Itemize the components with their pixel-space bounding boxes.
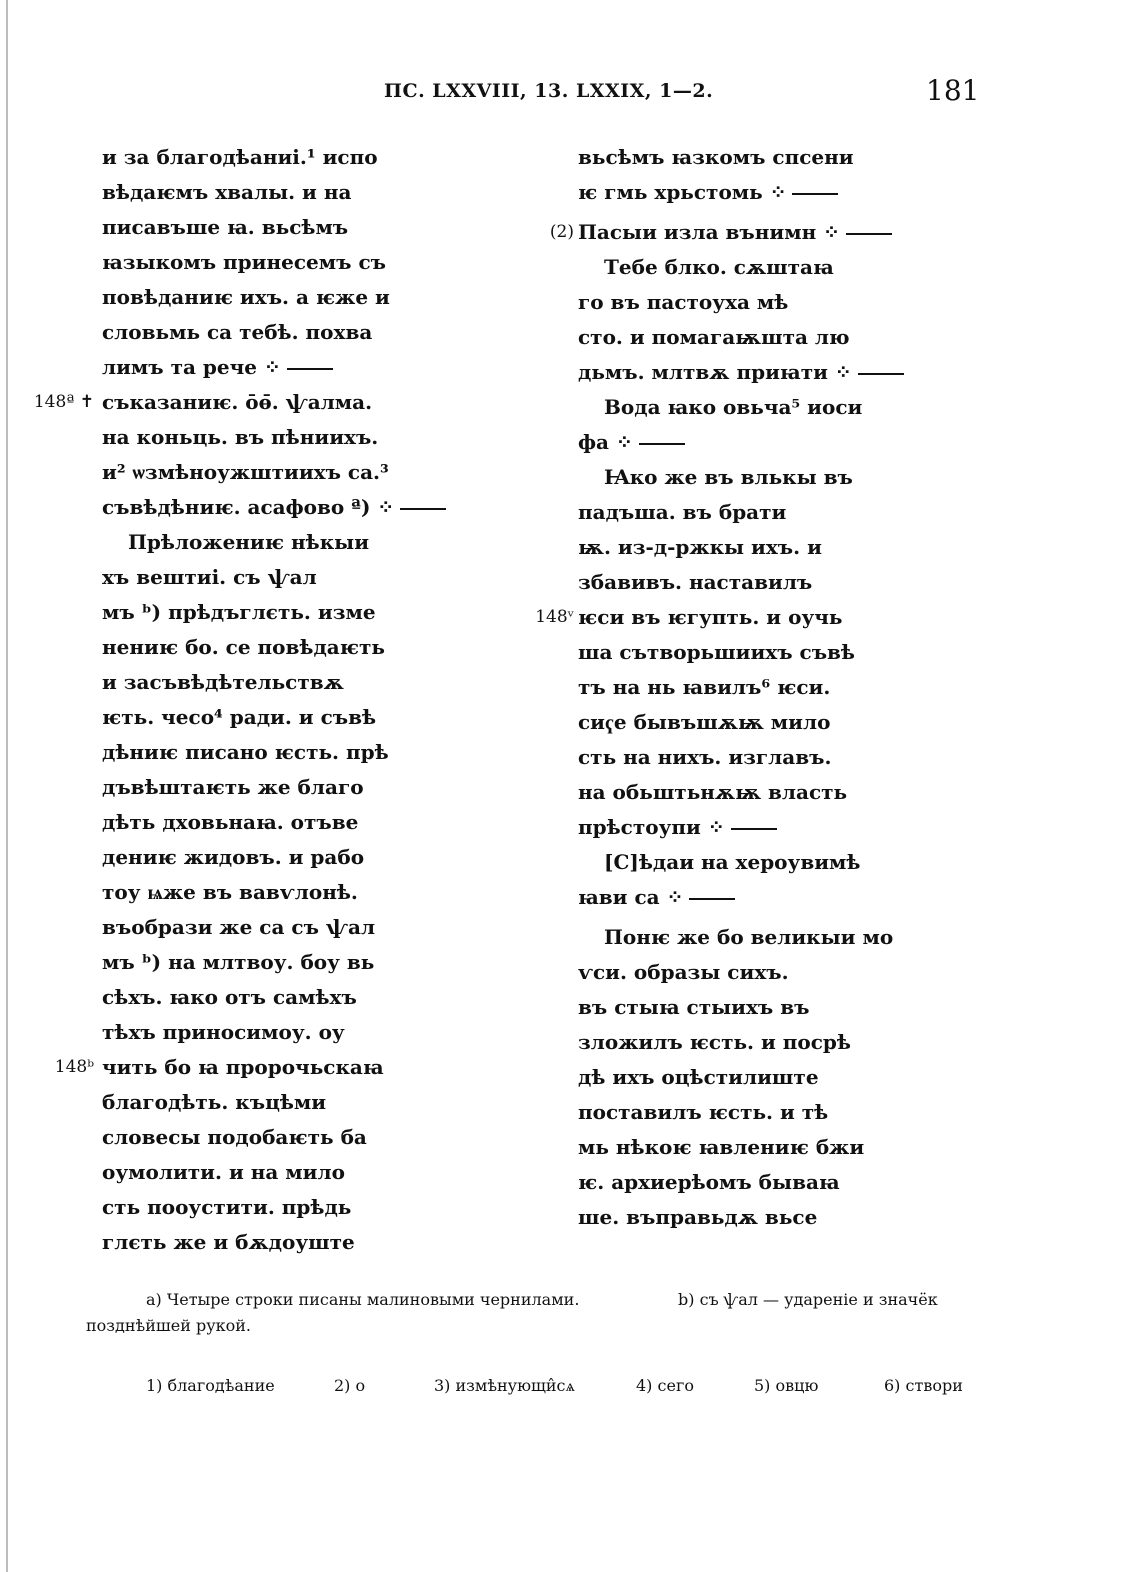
line-text: ше. въправьдѫ вьсе	[578, 1205, 818, 1229]
line-text: мь нѣкоѥ ꙗвлениѥ бжи	[578, 1135, 865, 1159]
line-text: [С]ѣдаи на хероувимѣ	[604, 850, 861, 874]
text-line	[578, 1200, 998, 1235]
text-line	[102, 910, 502, 945]
text-line	[578, 845, 998, 880]
line-text: нениѥ бо. се повѣдаѥть	[102, 635, 385, 659]
line-text: въобрази же са съ ѱал	[102, 915, 376, 939]
text-line	[102, 595, 502, 630]
line-text: тъ на нь ꙗвилъ⁶ ѥси.	[578, 675, 831, 699]
footnote-a: а) Четыре строки писаны малиновыми чернилами.	[146, 1290, 580, 1309]
line-text: фа ⁘	[578, 430, 633, 454]
text-line	[578, 705, 998, 740]
text-line	[102, 1015, 502, 1050]
text-line	[102, 455, 502, 490]
line-text: писавъше ꙗ. вьсѣмъ	[102, 215, 349, 239]
margin-note: 148ᵇ	[54, 1057, 94, 1077]
text-line	[102, 735, 502, 770]
variant-reading: 1) благодѣание	[146, 1376, 275, 1395]
text-line	[578, 740, 998, 775]
text-line	[578, 460, 998, 495]
page-number: 181	[926, 74, 980, 107]
text-line	[549, 215, 998, 250]
line-text: Тебе блко. сѫштаꙗ	[604, 255, 834, 279]
line-text: вьсѣмъ ꙗзкомъ спсени	[578, 145, 854, 169]
line-text: на коньць. въ пѣниихъ.	[102, 425, 379, 449]
text-line	[578, 810, 998, 845]
line-text: ꙗзыкомъ принесемъ съ	[102, 250, 386, 274]
variant-reading: 6) створи	[884, 1376, 963, 1395]
text-line	[578, 955, 998, 990]
line-text: и за благодѣаниі.¹ испо	[102, 145, 378, 169]
text-line	[102, 350, 502, 385]
text-line	[102, 980, 502, 1015]
line-text: Понѥ же бо великыи мо	[604, 925, 894, 949]
text-line	[578, 1130, 998, 1165]
variant-reading: 3) измѣнующи̂сѧ	[434, 1376, 575, 1395]
text-line	[102, 315, 502, 350]
line-text: въ стыꙗ стыихъ въ	[578, 995, 810, 1019]
line-text: дъвѣштаѥть же благо	[102, 775, 364, 799]
line-text: Ꙗко же въ влькы въ	[604, 465, 853, 489]
text-line	[102, 1155, 502, 1190]
text-line	[578, 920, 998, 955]
line-text: съказаниѥ. о̄ѳ̄. ѱалма.	[102, 390, 373, 414]
line-text: съвѣдѣниѥ. асафово ª) ⁘	[102, 495, 395, 519]
footnote-a-continuation: позднѣйшей рукой.	[86, 1316, 251, 1335]
line-text: глєть же и бѫдоуште	[102, 1230, 355, 1254]
text-line	[102, 630, 502, 665]
line-text: го въ пастоуха мѣ	[578, 290, 789, 314]
line-text: мъ ᵇ) прѣдъглєть. изме	[102, 600, 376, 624]
text-line	[578, 880, 998, 915]
line-text: сиҁе бывъшѫѭ мило	[578, 710, 831, 734]
margin-note: (2)	[549, 222, 574, 242]
line-text: словесы подобаѥть ба	[102, 1125, 367, 1149]
text-line	[102, 700, 502, 735]
line-text: мъ ᵇ) на млтвоу. боу вь	[102, 950, 375, 974]
text-line	[578, 390, 998, 425]
line-text: лимъ та рече ⁘	[102, 355, 281, 379]
line-text: вѣдаѥмъ хвалы. и на	[102, 180, 352, 204]
line-text: дѣть дховьнаꙗ. отъве	[102, 810, 359, 834]
text-line	[102, 490, 502, 525]
line-text: ѭ. из-д-ржкы ихъ. и	[578, 535, 822, 559]
line-text: оумолити. и на мило	[102, 1160, 345, 1184]
line-text: ѥть. чесо⁴ ради. и съвѣ	[102, 705, 377, 729]
end-rule	[287, 368, 333, 370]
end-rule	[731, 828, 777, 830]
text-line	[578, 425, 998, 460]
line-text: ꙗви са ⁘	[578, 885, 684, 909]
text-line	[102, 420, 502, 455]
text-line	[54, 1050, 502, 1085]
line-text: ѥ гмь хрьстомь ⁘	[578, 180, 787, 204]
line-text: и засъвѣдѣтельствѫ	[102, 670, 344, 694]
text-line	[102, 140, 502, 175]
text-line	[578, 670, 998, 705]
line-text: Вода ꙗко овьча⁵ иоси	[604, 395, 863, 419]
line-text: Пасыи изла вънимн ⁘	[578, 220, 840, 244]
text-line	[102, 945, 502, 980]
text-line	[578, 250, 998, 285]
text-line	[578, 355, 998, 390]
end-rule	[689, 898, 735, 900]
end-rule	[792, 193, 838, 195]
end-rule	[846, 233, 892, 235]
running-title: ПС. LXXVIII, 13. LXXIX, 1—2.	[384, 80, 714, 102]
text-line	[102, 175, 502, 210]
text-line	[102, 665, 502, 700]
line-text: прѣстоупи ⁘	[578, 815, 725, 839]
text-line	[102, 245, 502, 280]
text-line	[578, 1025, 998, 1060]
line-text: сть на нихъ. изглавъ.	[578, 745, 832, 769]
text-line	[102, 1085, 502, 1120]
end-rule	[639, 443, 685, 445]
line-text: ша сътворьшиихъ съвѣ	[578, 640, 855, 664]
text-line	[578, 1095, 998, 1130]
line-text: дѣниѥ писано ѥсть. прѣ	[102, 740, 389, 764]
text-line	[102, 560, 502, 595]
page-edge-line	[6, 0, 8, 1572]
line-text: зложилъ ѥсть. и посрѣ	[578, 1030, 851, 1054]
line-text: благодѣть. къцѣми	[102, 1090, 327, 1114]
text-line	[578, 320, 998, 355]
end-rule	[858, 373, 904, 375]
text-line	[578, 1165, 998, 1200]
text-line	[102, 1190, 502, 1225]
text-line	[102, 805, 502, 840]
variant-reading: 5) овцю	[754, 1376, 819, 1395]
end-rule	[400, 508, 446, 510]
text-line	[578, 775, 998, 810]
line-text: словьмь са тебѣ. похва	[102, 320, 373, 344]
margin-note: 148ª ✝	[33, 392, 94, 412]
text-line	[102, 1120, 502, 1155]
text-line	[102, 1225, 502, 1260]
variant-reading: 4) сего	[636, 1376, 694, 1395]
line-text: падъша. въ брати	[578, 500, 787, 524]
text-line	[578, 990, 998, 1025]
line-text: ѥ. архиерѣомъ бываꙗ	[578, 1170, 840, 1194]
line-text: сѣхъ. ꙗко отъ самѣхъ	[102, 985, 357, 1009]
line-text: хъ вештиі. съ ѱал	[102, 565, 317, 589]
line-text: Прѣложениѥ нѣкыи	[128, 530, 370, 554]
text-line	[102, 280, 502, 315]
line-text: повѣданиѥ ихъ. а ѥже и	[102, 285, 390, 309]
line-text: тоу ѩже въ вавѵлонѣ.	[102, 880, 358, 904]
text-line	[578, 495, 998, 530]
margin-note: 148ᵛ	[535, 607, 574, 627]
line-text: и² ѡзмѣноужштиихъ са.³	[102, 460, 389, 484]
line-text: сто. и помагаѭшта лю	[578, 325, 850, 349]
text-line	[578, 635, 998, 670]
line-text: збавивъ. наставилъ	[578, 570, 813, 594]
line-text: тѣхъ приносимоу. оу	[102, 1020, 345, 1044]
text-line	[102, 770, 502, 805]
text-line	[578, 565, 998, 600]
text-line	[102, 875, 502, 910]
text-line	[578, 140, 998, 175]
text-line	[102, 525, 502, 560]
text-line	[578, 285, 998, 320]
text-line	[578, 1060, 998, 1095]
line-text: чить бо ꙗ пророчьскаꙗ	[102, 1055, 384, 1079]
line-text: дениѥ жидовъ. и рабо	[102, 845, 365, 869]
line-text: дѣ ихъ оцѣстилиште	[578, 1065, 819, 1089]
line-text: ѥси въ ѥгупть. и оучь	[578, 605, 843, 629]
variant-reading: 2) о	[334, 1376, 366, 1395]
line-text: поставилъ ѥсть. и тѣ	[578, 1100, 829, 1124]
text-line	[33, 385, 502, 420]
text-line	[578, 530, 998, 565]
line-text: ѵси. образы сихъ.	[578, 960, 789, 984]
text-line	[102, 840, 502, 875]
text-line	[535, 600, 998, 635]
line-text: дьмъ. млтвѫ приꙗти ⁘	[578, 360, 852, 384]
line-text: сть пооустити. прѣдь	[102, 1195, 352, 1219]
text-line	[578, 175, 998, 210]
right-text-column	[535, 140, 998, 1235]
line-text: на обьштьнѫѭ власть	[578, 780, 848, 804]
text-line	[102, 210, 502, 245]
footnote-b: b) съ ѱал — удареніе и значёк	[678, 1290, 938, 1309]
left-text-column	[33, 140, 502, 1260]
